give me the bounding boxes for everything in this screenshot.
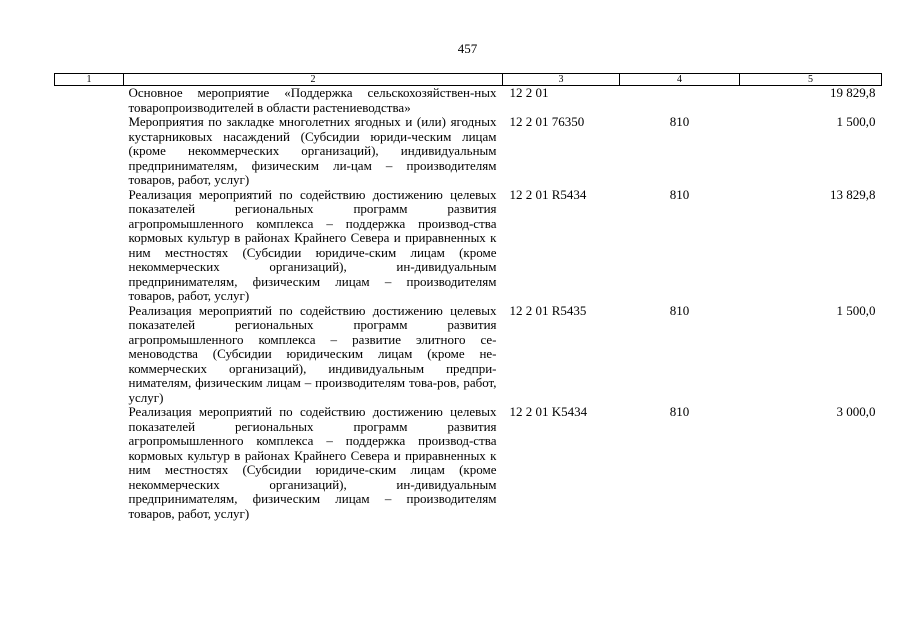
row-vr: 810 — [669, 114, 690, 129]
table-header — [55, 74, 882, 86]
table-row — [55, 115, 882, 188]
table-row — [55, 405, 882, 521]
table-row — [55, 188, 882, 304]
header-col-2: 2 — [124, 74, 503, 86]
row-name: Реализация мероприятий по содействию достижению целевых показателей региональных программ развития агропромышленного комплекса – поддержка производ-ства кормовых культур в районах Крайнего Севера и приравненных к ним местностях (Субсидии юридиче-ским лицам (кроме некоммерческих организаций), ин-дивидуальным предпринимателям, физическим лицам – производителям товаров, работ, услуг) — [128, 404, 497, 521]
row-vr — [620, 86, 740, 116]
row-amount: 19 829,8 — [830, 85, 876, 100]
row-amount: 13 829,8 — [830, 186, 876, 202]
table-row — [55, 304, 882, 406]
row-index-cell — [55, 115, 124, 188]
header-col-4: 4 — [620, 74, 740, 86]
header-col-5: 5 — [740, 74, 882, 86]
row-amount: 1 500,0 — [836, 114, 876, 129]
row-code: 12 2 01 76350 — [509, 114, 585, 129]
header-row — [55, 74, 882, 86]
row-name: Основное мероприятие «Поддержка сельскохозяйствен-ных товаропроизводителей в области растениеводства» — [128, 85, 497, 115]
header-col-3: 3 — [503, 74, 620, 86]
row-vr: 810 — [669, 186, 690, 202]
row-amount: 3 000,0 — [836, 404, 876, 419]
row-name: Мероприятия по закладке многолетних ягодных и (или) ягодных кустарниковых насаждений (Субсидии юриди-ческим лицам (кроме некоммерческих организаций), индивидуальным предпринимателям, физическим ли-цам – производителям товаров, работ, услуг) — [128, 114, 497, 187]
table-body — [55, 86, 882, 522]
header-col-1: 1 — [55, 74, 124, 86]
row-code: 12 2 01 K5434 — [509, 404, 588, 419]
row-code: 12 2 01 R5435 — [509, 302, 587, 318]
row-amount: 1 500,0 — [836, 302, 876, 318]
row-index-cell — [55, 304, 124, 406]
row-index-cell — [55, 86, 124, 116]
row-index-cell — [55, 405, 124, 521]
row-vr: 810 — [669, 302, 690, 318]
row-name: Реализация мероприятий по содействию достижению целевых показателей региональных программ развития агропромышленного комплекса – поддержка производ-ства кормовых культур в районах Крайнего Севера и приравненных к ним местностях (Субсидии юридиче-ским лицам (кроме некоммерческих организаций), ин-дивидуальным предпринимателям, физическим лицам – производителям товаров, работ, услуг) — [128, 186, 497, 303]
row-vr: 810 — [669, 404, 690, 419]
budget-table — [54, 73, 882, 521]
row-index-cell — [55, 188, 124, 304]
page-number: 457 — [457, 41, 478, 56]
table-row — [55, 86, 882, 116]
row-name: Реализация мероприятий по содействию достижению целевых показателей региональных программ развития агропромышленного комплекса – развитие элитного се-меноводства (Субсидии юридическим лицам (кроме не-коммерческих организаций), индивидуальным предпри-нимателям, физическим лицам – производителям това-ров, работ, услуг) — [128, 302, 497, 405]
row-code: 12 2 01 — [509, 85, 549, 100]
row-code: 12 2 01 R5434 — [509, 186, 587, 202]
